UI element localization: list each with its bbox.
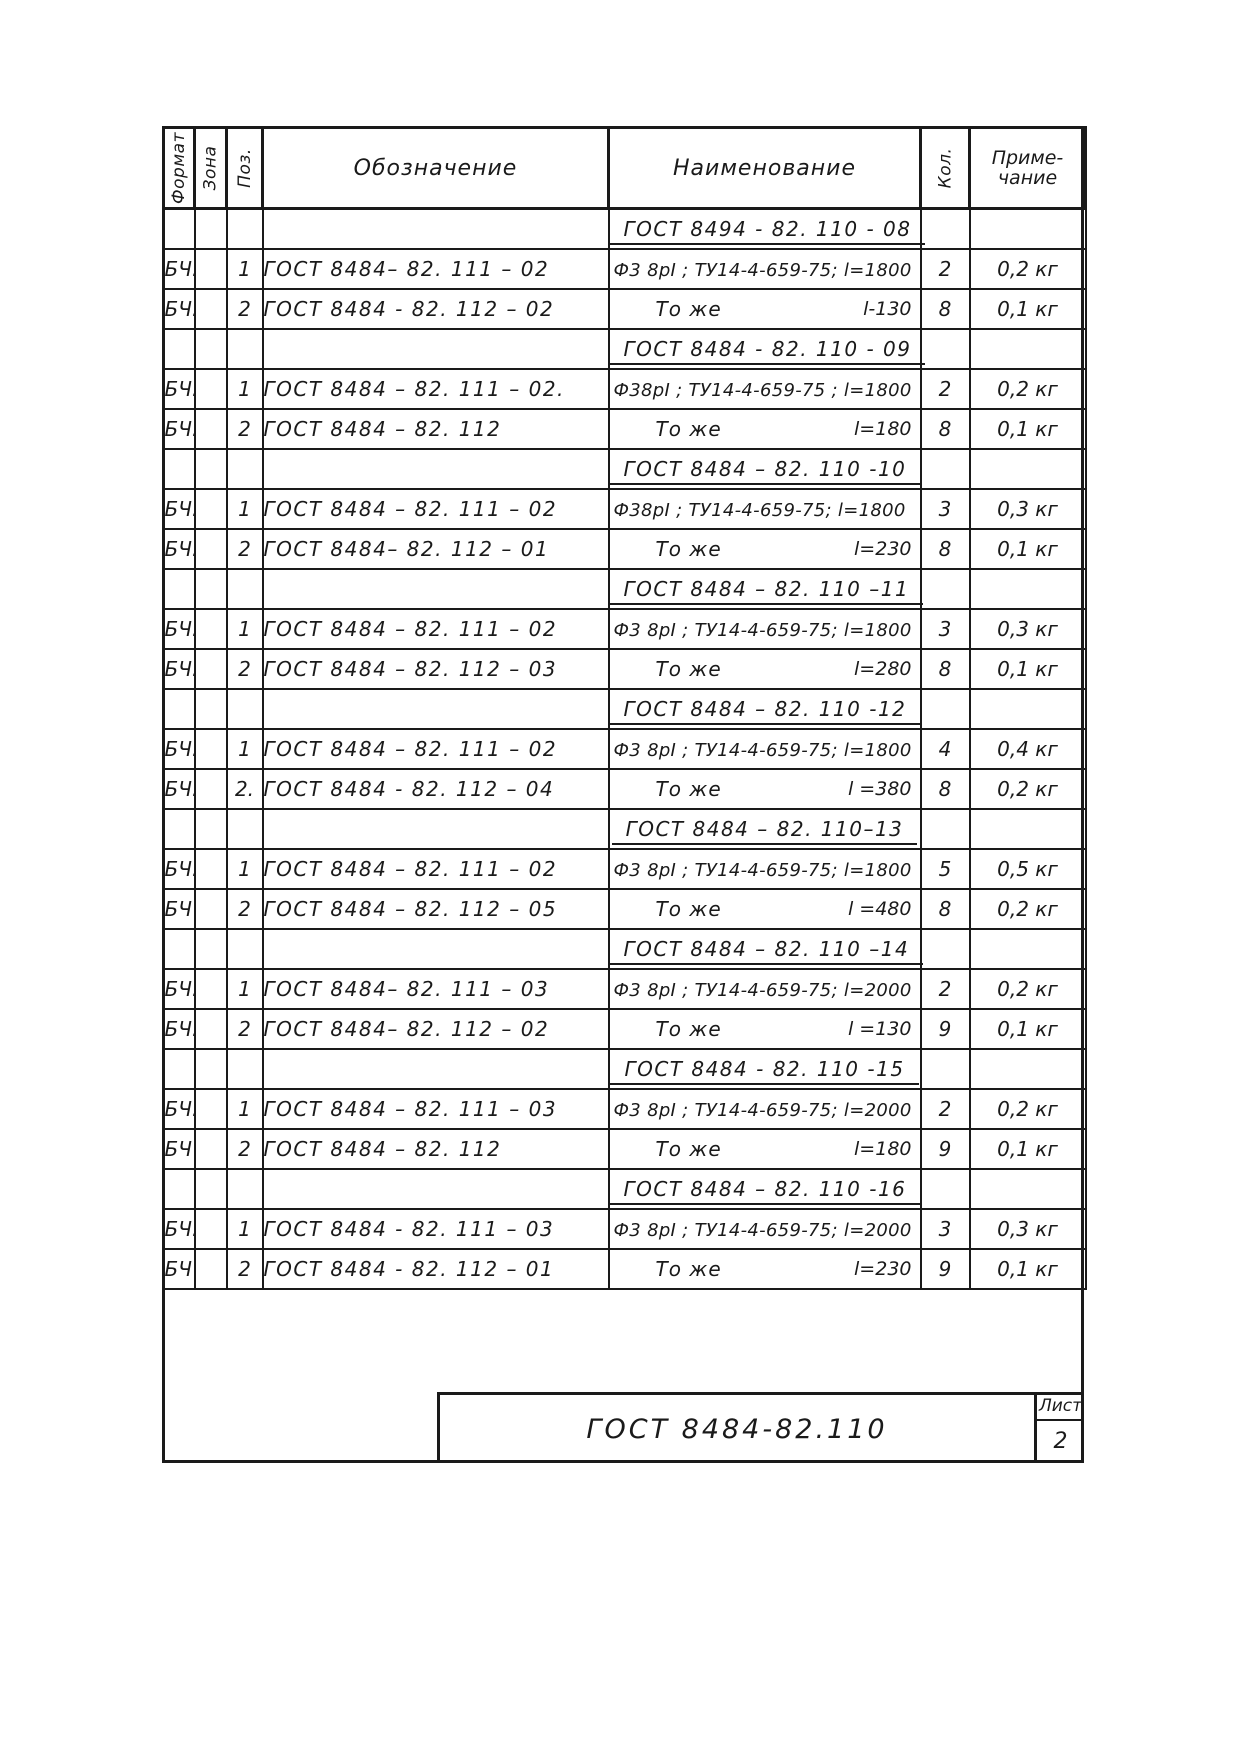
quantity-cell: 8 <box>921 529 970 569</box>
item-name: Ф38рI ; ТУ14-4-659-75; l=1800 <box>613 500 906 521</box>
item-length: l-130 <box>863 298 912 320</box>
item-length: l =380 <box>847 778 912 800</box>
quantity-cell <box>921 689 970 729</box>
table-row <box>164 649 1086 689</box>
position-cell: 2 <box>227 649 263 689</box>
note-cell: 0,2 кг <box>970 369 1086 409</box>
note-cell: 0,3 кг <box>970 1209 1086 1249</box>
note-cell: 0,1 кг <box>970 1009 1086 1049</box>
name-cell <box>609 529 921 569</box>
format-cell <box>164 929 195 969</box>
zone-cell <box>195 689 227 729</box>
position-cell: 2 <box>227 289 263 329</box>
quantity-cell: 2 <box>921 969 970 1009</box>
item-name: Ф3 8рI ; ТУ14-4-659-75; l=2000 <box>613 1220 912 1241</box>
note-cell: 0,1 кг <box>970 649 1086 689</box>
quantity-cell <box>921 329 970 369</box>
note-cell <box>970 809 1086 849</box>
quantity-cell: 9 <box>921 1009 970 1049</box>
format-cell <box>164 569 195 609</box>
position-cell <box>227 809 263 849</box>
position-cell: 1 <box>227 249 263 289</box>
format-cell <box>164 809 195 849</box>
name-cell <box>609 889 921 929</box>
designation-cell: ГОСТ 8484 – 82. 111 – 02 <box>263 489 609 529</box>
format-cell: БЧ. <box>164 249 195 289</box>
designation-cell: ГОСТ 8484 - 82. 112 – 04 <box>263 769 609 809</box>
note-cell <box>970 689 1086 729</box>
zone-cell <box>195 1209 227 1249</box>
position-cell <box>227 1169 263 1209</box>
note-cell: 0,4 кг <box>970 729 1086 769</box>
format-cell: БЧ. <box>164 1209 195 1249</box>
quantity-cell: 8 <box>921 769 970 809</box>
designation-cell: ГОСТ 8484– 82. 111 – 03 <box>263 969 609 1009</box>
name-cell <box>609 849 921 889</box>
same-as-above: То же <box>655 297 722 321</box>
zone-cell <box>195 969 227 1009</box>
quantity-cell: 9 <box>921 1249 970 1289</box>
item-length: l=180 <box>854 418 912 440</box>
designation-cell <box>263 809 609 849</box>
note-cell <box>970 329 1086 369</box>
name-cell <box>609 369 921 409</box>
name-cell <box>609 1089 921 1129</box>
quantity-cell: 2 <box>921 1089 970 1129</box>
table-row <box>164 969 1086 1009</box>
same-as-above: То же <box>655 537 722 561</box>
table-row <box>164 1209 1086 1249</box>
table-row <box>164 769 1086 809</box>
designation-cell <box>263 1169 609 1209</box>
group-heading-row <box>164 569 1086 609</box>
position-cell: 2 <box>227 889 263 929</box>
note-cell: 0,1 кг <box>970 409 1086 449</box>
position-cell <box>227 689 263 729</box>
name-cell <box>609 729 921 769</box>
same-as-above: То же <box>655 1137 722 1161</box>
designation-cell: ГОСТ 8484 – 82. 111 – 02 <box>263 849 609 889</box>
format-cell: БЧ. <box>164 489 195 529</box>
zone-cell <box>195 1009 227 1049</box>
format-cell: БЧ. <box>164 1009 195 1049</box>
zone-cell <box>195 609 227 649</box>
quantity-cell: 8 <box>921 649 970 689</box>
format-cell <box>164 209 195 250</box>
note-cell <box>970 569 1086 609</box>
item-length: l=230 <box>854 1258 912 1280</box>
zone-cell <box>195 249 227 289</box>
designation-cell <box>263 209 609 250</box>
group-title-cell <box>609 689 921 729</box>
item-length: l=230 <box>854 538 912 560</box>
group-heading-row <box>164 209 1086 250</box>
designation-cell: ГОСТ 8484 – 82. 111 – 02. <box>263 369 609 409</box>
designation-cell: ГОСТ 8484 – 82. 111 – 03 <box>263 1089 609 1129</box>
zone-cell <box>195 369 227 409</box>
item-name: Ф3 8рI ; ТУ14-4-659-75; l=1800 <box>613 260 912 281</box>
group-title-cell <box>609 1049 921 1089</box>
zone-cell <box>195 1129 227 1169</box>
format-cell: БЧ. <box>164 369 195 409</box>
quantity-cell: 2 <box>921 249 970 289</box>
designation-cell <box>263 929 609 969</box>
name-cell <box>609 1249 921 1289</box>
quantity-cell: 8 <box>921 889 970 929</box>
sheet-cell <box>1034 1395 1084 1463</box>
designation-cell: ГОСТ 8484– 82. 111 – 02 <box>263 249 609 289</box>
position-cell: 1 <box>227 489 263 529</box>
zone-cell <box>195 1089 227 1129</box>
quantity-cell: 8 <box>921 289 970 329</box>
quantity-cell <box>921 449 970 489</box>
position-cell <box>227 569 263 609</box>
quantity-cell <box>921 1049 970 1089</box>
group-title: ГОСТ 8484 - 82. 110 -15 <box>610 1057 918 1085</box>
group-heading-row <box>164 329 1086 369</box>
position-cell <box>227 209 263 250</box>
designation-cell <box>263 689 609 729</box>
note-cell: 0,1 кг <box>970 1129 1086 1169</box>
same-as-above: То же <box>655 657 722 681</box>
format-cell: БЧ <box>164 889 195 929</box>
group-heading-row <box>164 929 1086 969</box>
format-cell: БЧ <box>164 1249 195 1289</box>
position-cell: 2 <box>227 1009 263 1049</box>
name-cell <box>609 969 921 1009</box>
designation-cell: ГОСТ 8484 – 82. 112 – 03 <box>263 649 609 689</box>
format-cell <box>164 449 195 489</box>
designation-cell: ГОСТ 8484– 82. 112 – 02 <box>263 1009 609 1049</box>
group-heading-row <box>164 809 1086 849</box>
same-as-above: То же <box>655 897 722 921</box>
zone-cell <box>195 1169 227 1209</box>
zone-cell <box>195 289 227 329</box>
specification-table <box>162 126 1087 1290</box>
zone-cell <box>195 569 227 609</box>
note-cell <box>970 929 1086 969</box>
position-cell <box>227 449 263 489</box>
format-cell: БЧ. <box>164 289 195 329</box>
format-cell: БЧ. <box>164 769 195 809</box>
name-cell <box>609 489 921 529</box>
format-cell: БЧ. <box>164 609 195 649</box>
quantity-cell: 5 <box>921 849 970 889</box>
name-cell <box>609 409 921 449</box>
designation-cell <box>263 449 609 489</box>
format-cell: БЧ. <box>164 969 195 1009</box>
designation-cell: ГОСТ 8484– 82. 112 – 01 <box>263 529 609 569</box>
table-row <box>164 1129 1086 1169</box>
zone-cell <box>195 409 227 449</box>
position-cell: 1 <box>227 969 263 1009</box>
group-title: ГОСТ 8484 – 82. 110–13 <box>612 817 918 845</box>
group-title: ГОСТ 8484 - 82. 110 - 09 <box>610 337 926 365</box>
quantity-cell <box>921 569 970 609</box>
group-title: ГОСТ 8484 – 82. 110 -16 <box>610 1177 921 1205</box>
quantity-cell <box>921 1169 970 1209</box>
format-cell: БЧ <box>164 1129 195 1169</box>
header-note: Приме- чание <box>970 128 1086 209</box>
position-cell: 2 <box>227 409 263 449</box>
format-cell: БЧ. <box>164 1089 195 1129</box>
group-title-cell <box>609 449 921 489</box>
table-row <box>164 609 1086 649</box>
designation-cell: ГОСТ 8484 – 82. 111 – 02 <box>263 729 609 769</box>
quantity-cell <box>921 809 970 849</box>
note-cell: 0,2 кг <box>970 769 1086 809</box>
note-cell: 0,3 кг <box>970 609 1086 649</box>
note-cell: 0,3 кг <box>970 489 1086 529</box>
name-cell <box>609 249 921 289</box>
format-cell: БЧ. <box>164 849 195 889</box>
title-block <box>437 1392 1084 1463</box>
position-cell <box>227 1049 263 1089</box>
item-name: Ф3 8рI ; ТУ14-4-659-75; l=1800 <box>613 620 912 641</box>
zone-cell <box>195 1249 227 1289</box>
zone-cell <box>195 209 227 250</box>
table-row <box>164 529 1086 569</box>
group-title: ГОСТ 8484 – 82. 110 -12 <box>610 697 921 725</box>
table-row <box>164 369 1086 409</box>
note-cell: 0,2 кг <box>970 249 1086 289</box>
quantity-cell <box>921 929 970 969</box>
quantity-cell: 3 <box>921 1209 970 1249</box>
note-cell <box>970 209 1086 250</box>
name-cell <box>609 649 921 689</box>
document-code: ГОСТ 8484-82.110 <box>586 1413 888 1445</box>
position-cell <box>227 329 263 369</box>
same-as-above: То же <box>655 417 722 441</box>
table-row <box>164 889 1086 929</box>
zone-cell <box>195 489 227 529</box>
name-cell <box>609 1009 921 1049</box>
table-row <box>164 289 1086 329</box>
group-heading-row <box>164 449 1086 489</box>
position-cell: 2. <box>227 769 263 809</box>
item-name: Ф38рI ; ТУ14-4-659-75 ; l=1800 <box>613 380 912 401</box>
name-cell <box>609 289 921 329</box>
header-format: Формат <box>164 128 195 209</box>
zone-cell <box>195 929 227 969</box>
position-cell: 2 <box>227 1129 263 1169</box>
item-name: Ф3 8рI ; ТУ14-4-659-75; l=2000 <box>613 1100 912 1121</box>
group-title-cell <box>609 569 921 609</box>
format-cell <box>164 329 195 369</box>
zone-cell <box>195 649 227 689</box>
header-zone: Зона <box>195 128 227 209</box>
quantity-cell: 9 <box>921 1129 970 1169</box>
quantity-cell <box>921 209 970 250</box>
position-cell: 1 <box>227 729 263 769</box>
table-row <box>164 409 1086 449</box>
note-cell: 0,2 кг <box>970 1089 1086 1129</box>
header-designation: Обозначение <box>263 128 609 209</box>
zone-cell <box>195 849 227 889</box>
note-cell: 0,2 кг <box>970 889 1086 929</box>
zone-cell <box>195 449 227 489</box>
name-cell <box>609 769 921 809</box>
designation-cell: ГОСТ 8484 - 82. 112 – 01 <box>263 1249 609 1289</box>
same-as-above: То же <box>655 1017 722 1041</box>
position-cell: 1 <box>227 1209 263 1249</box>
designation-cell: ГОСТ 8484 – 82. 112 – 05 <box>263 889 609 929</box>
table-row <box>164 849 1086 889</box>
format-cell: БЧ. <box>164 649 195 689</box>
group-heading-row <box>164 1049 1086 1089</box>
name-cell <box>609 609 921 649</box>
zone-cell <box>195 769 227 809</box>
specification-body <box>164 209 1086 1290</box>
group-title: ГОСТ 8494 - 82. 110 - 08 <box>610 217 926 245</box>
format-cell: БЧ. <box>164 409 195 449</box>
designation-cell: ГОСТ 8484 – 82. 112 <box>263 1129 609 1169</box>
group-title: ГОСТ 8484 – 82. 110 –11 <box>610 577 924 605</box>
group-title: ГОСТ 8484 – 82. 110 -10 <box>610 457 921 485</box>
designation-cell: ГОСТ 8484 - 82. 112 – 02 <box>263 289 609 329</box>
format-cell: БЧ. <box>164 729 195 769</box>
format-cell: БЧ. <box>164 529 195 569</box>
zone-cell <box>195 529 227 569</box>
note-cell <box>970 449 1086 489</box>
group-heading-row <box>164 1169 1086 1209</box>
quantity-cell: 3 <box>921 609 970 649</box>
format-cell <box>164 1169 195 1209</box>
format-cell <box>164 1049 195 1089</box>
position-cell: 1 <box>227 849 263 889</box>
note-cell: 0,1 кг <box>970 1249 1086 1289</box>
zone-cell <box>195 729 227 769</box>
group-title-cell <box>609 209 921 250</box>
zone-cell <box>195 809 227 849</box>
position-cell <box>227 929 263 969</box>
quantity-cell: 4 <box>921 729 970 769</box>
item-length: l =480 <box>847 898 912 920</box>
item-length: l =130 <box>847 1018 912 1040</box>
quantity-cell: 8 <box>921 409 970 449</box>
header-quantity: Кол. <box>921 128 970 209</box>
item-length: l=280 <box>854 658 912 680</box>
same-as-above: То же <box>655 777 722 801</box>
note-cell: 0,1 кг <box>970 529 1086 569</box>
position-cell: 2 <box>227 1249 263 1289</box>
note-cell: 0,1 кг <box>970 289 1086 329</box>
designation-cell <box>263 1049 609 1089</box>
position-cell: 2 <box>227 529 263 569</box>
header-row <box>164 128 1086 209</box>
position-cell: 1 <box>227 369 263 409</box>
group-title-cell <box>609 329 921 369</box>
zone-cell <box>195 889 227 929</box>
group-title: ГОСТ 8484 – 82. 110 –14 <box>610 937 924 965</box>
note-cell: 0,5 кг <box>970 849 1086 889</box>
table-row <box>164 1089 1086 1129</box>
item-name: Ф3 8рI ; ТУ14-4-659-75; l=2000 <box>613 980 912 1001</box>
table-row <box>164 249 1086 289</box>
group-title-cell <box>609 929 921 969</box>
sheet-number: 2 <box>1053 1429 1068 1454</box>
sheet-label: Лист <box>1037 1395 1084 1421</box>
designation-cell: ГОСТ 8484 – 82. 111 – 02 <box>263 609 609 649</box>
designation-cell <box>263 329 609 369</box>
same-as-above: То же <box>655 1257 722 1281</box>
zone-cell <box>195 1049 227 1089</box>
table-row <box>164 729 1086 769</box>
zone-cell <box>195 329 227 369</box>
designation-cell: ГОСТ 8484 - 82. 111 – 03 <box>263 1209 609 1249</box>
position-cell: 1 <box>227 1089 263 1129</box>
designation-cell: ГОСТ 8484 – 82. 112 <box>263 409 609 449</box>
quantity-cell: 3 <box>921 489 970 529</box>
header-name: Наименование <box>609 128 921 209</box>
table-row <box>164 1249 1086 1289</box>
name-cell <box>609 1129 921 1169</box>
designation-cell <box>263 569 609 609</box>
note-cell <box>970 1049 1086 1089</box>
group-title-cell <box>609 1169 921 1209</box>
item-name: Ф3 8рI ; ТУ14-4-659-75; l=1800 <box>613 860 912 881</box>
item-length: l=180 <box>854 1138 912 1160</box>
header-position: Поз. <box>227 128 263 209</box>
format-cell <box>164 689 195 729</box>
position-cell: 1 <box>227 609 263 649</box>
note-cell: 0,2 кг <box>970 969 1086 1009</box>
table-row <box>164 489 1086 529</box>
item-name: Ф3 8рI ; ТУ14-4-659-75; l=1800 <box>613 740 912 761</box>
group-title-cell <box>609 809 921 849</box>
name-cell <box>609 1209 921 1249</box>
quantity-cell: 2 <box>921 369 970 409</box>
note-cell <box>970 1169 1086 1209</box>
table-row <box>164 1009 1086 1049</box>
group-heading-row <box>164 689 1086 729</box>
